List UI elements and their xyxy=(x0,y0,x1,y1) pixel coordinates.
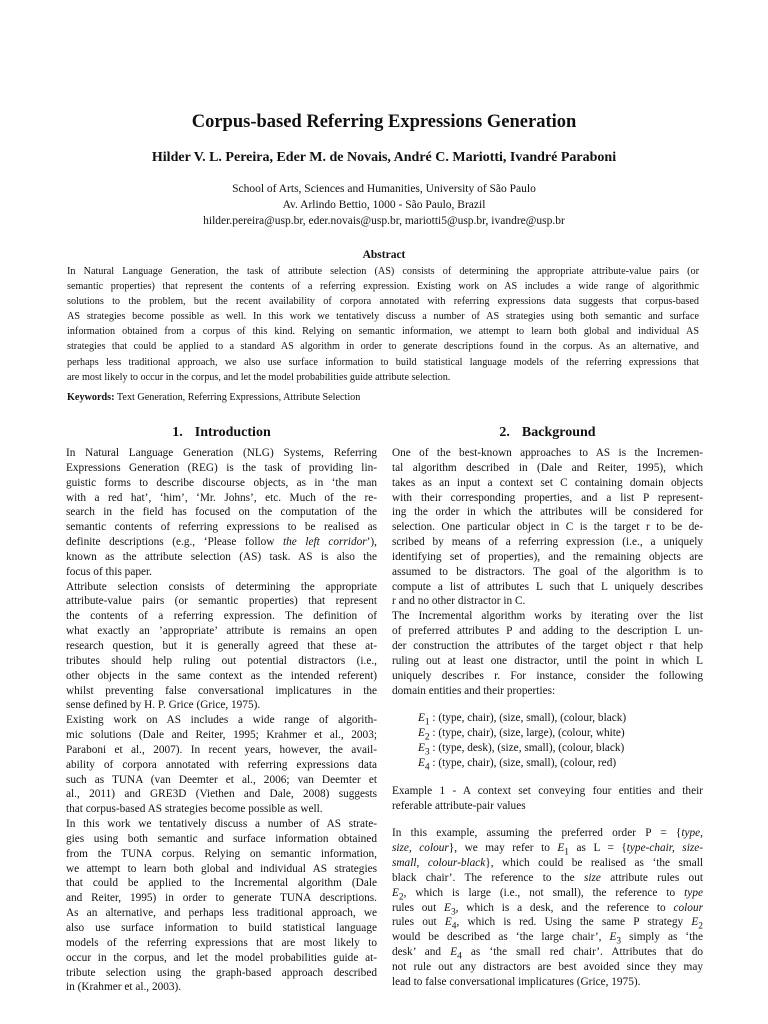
text-line: known as the attribute selection (AS) task. AS is also the xyxy=(66,550,377,563)
paper-title: Corpus-based Referring Expressions Generation xyxy=(191,112,577,132)
text-span: , which is a desk, and the reference to xyxy=(455,901,674,914)
text-line: search in the field has focused on the computation of the xyxy=(66,506,377,519)
entity-subscript: 1 xyxy=(564,847,569,857)
entity-subscript: 4 xyxy=(457,951,462,960)
text-line: uniquely describes r. For instance, consider the following xyxy=(392,669,703,682)
entity-symbol: E xyxy=(392,886,399,899)
text-line: sense defined by H. P. Grice (Grice, 1975). xyxy=(66,699,261,712)
entity-subscript: 4 xyxy=(424,762,430,771)
text-span: , xyxy=(416,857,428,870)
text-line xyxy=(392,841,703,856)
text-line: with a red hat’, ‘him’, ‘Mr. Johns’, etc. Much of the re- xyxy=(66,491,377,504)
entity-symbol: E xyxy=(444,916,452,929)
text-span: }, we may refer to xyxy=(448,842,558,855)
text-line: takes as an input a context set C containing domain objects xyxy=(392,476,703,489)
entity-symbol: E xyxy=(557,842,565,855)
text-line: Attribute selection consists of determining the appropriate xyxy=(66,580,377,593)
italic-span: colour-black xyxy=(427,857,486,870)
text-line: tribute selection using the graph-based approach described xyxy=(66,966,377,979)
entity-symbol: E xyxy=(418,712,425,725)
entity-subscript: 3 xyxy=(616,936,622,946)
spacer xyxy=(392,813,703,826)
keywords-line xyxy=(67,392,360,403)
text-span: as L = { xyxy=(569,842,627,855)
text-line: Existing work on AS includes a wide range of algorith- xyxy=(66,714,377,727)
affiliation-emails: hilder.pereira@usp.br, eder.novais@usp.br, mariotti5@usp.br, ivandre@usp.br xyxy=(203,215,565,227)
section-number: 2. xyxy=(499,425,510,440)
text-span: ’), xyxy=(366,536,377,549)
text-line: tal algorithm described in (Dale and Reiter, 1995), which xyxy=(392,461,703,474)
section-heading-background xyxy=(392,425,703,441)
text-line: lead to false conversational implicatures (Grice, 1975). xyxy=(392,975,641,988)
italic-span: size, colour xyxy=(392,842,449,855)
text-line: tributes should help ruling out potential distractors (i.e., xyxy=(66,654,377,667)
affiliation-address: Av. Arlindo Bettio, 1000 - São Paulo, Brazil xyxy=(282,199,486,211)
affiliation-institution: School of Arts, Sciences and Humanities, University of São Paulo xyxy=(232,183,536,195)
affiliation-block xyxy=(0,181,768,229)
italic-span: colour xyxy=(673,901,703,914)
text-span: }, which could be realised as ‘the small xyxy=(485,857,703,870)
text-line: Expressions Generation (REG) is the task of providing lin- xyxy=(66,461,377,474)
italic-span: type xyxy=(684,886,703,899)
text-line xyxy=(392,930,703,945)
entity-properties: : (type, chair), (size, large), (colour, white) xyxy=(429,727,625,740)
text-line: with their corresponding properties, and a list P represent- xyxy=(392,491,703,504)
text-line: identifying set of properties), and the remaining objects are xyxy=(392,550,703,563)
abstract-line: perhaps less traditional approach, we also use surface information to build statistical language models of the referring expressions that xyxy=(67,356,699,368)
text-line xyxy=(392,856,703,871)
text-line: In Natural Language Generation (NLG) Systems, Referring xyxy=(66,447,377,459)
text-line: the contents of a referring expression. The definition of xyxy=(66,610,377,623)
entity-subscript: 2 xyxy=(398,892,404,901)
abstract-line: AS strategies become possible as well. In this work we tentatively discuss a number of AS strategies using both semantic and surface xyxy=(67,311,699,323)
text-line: ing the order in which the attributes will be considered for xyxy=(392,506,703,519)
text-line: what exactly an ’appropriate’ attribute is remains an open xyxy=(66,625,377,638)
entity-symbol: E xyxy=(450,946,458,959)
abstract-line: strategies that could be applied to a standard AS algorithm in order to generate descriptions found in the corpus. As an alternative, and xyxy=(67,341,699,353)
entity-symbol: E xyxy=(418,727,425,740)
keywords-label: Keywords: xyxy=(67,392,115,403)
text-span: rules out xyxy=(392,901,445,914)
italic-span: type, xyxy=(681,827,703,840)
text-line: assumed to be distractors. The goal of the algorithm is to xyxy=(392,565,703,578)
text-line xyxy=(392,915,703,930)
section-number: 1. xyxy=(172,425,183,440)
text-span: definite descriptions (e.g., ‘Please follow xyxy=(66,536,283,549)
text-line: One of the best-known approaches to AS is the Incremen- xyxy=(392,447,703,459)
entity-line xyxy=(392,711,703,726)
text-line: models of the referring expressions that are most likely to xyxy=(66,936,377,949)
text-span: attribute rules out xyxy=(600,871,703,884)
abstract-body xyxy=(67,264,699,385)
text-line: such as TUNA (van Deemter et al., 2006; van Deemter et xyxy=(66,773,377,786)
text-span: In this example, assuming the preferred order P = { xyxy=(392,827,682,840)
text-line: domain entities and their properties: xyxy=(392,684,556,697)
entity-properties: : (type, chair), (size, small), (colour, black) xyxy=(429,712,627,725)
text-line: ability of corpora annotated with referring expressions data xyxy=(66,758,377,771)
entity-properties: : (type, desk), (size, small), (colour, black) xyxy=(429,742,625,755)
entity-symbol: E xyxy=(444,901,451,914)
text-line: As an alternative, and perhaps less traditional approach, we xyxy=(66,907,377,920)
text-line: other objects in the same context as the intended referent) xyxy=(66,669,377,682)
text-line: focus of this paper. xyxy=(66,565,152,578)
text-line: selection. One particular object in C is the target r to be de- xyxy=(392,521,703,534)
italic-span: size xyxy=(584,871,601,884)
text-span: , which is large (i.e., not small), the reference to xyxy=(403,886,685,899)
caption-line: referable attribute-pair values xyxy=(392,799,526,812)
text-line xyxy=(66,535,377,550)
text-line: der construction the attributes of the target object r that help xyxy=(392,639,703,652)
abstract-line: semantic properties) that represent the contents of a referring expression. Existing work on AS includes a wide range of algorithmic xyxy=(67,281,699,293)
abstract-heading: Abstract xyxy=(362,249,406,261)
italic-span: type-chair, size- xyxy=(626,842,703,855)
text-line: The Incremental algorithm works by iterating over the list xyxy=(392,610,703,623)
spacer xyxy=(392,771,703,784)
entity-subscript: 1 xyxy=(424,717,430,727)
entity-line xyxy=(392,726,703,741)
text-line: occur in the corpus, and let the model probabilities guide at- xyxy=(66,951,377,964)
text-line xyxy=(392,826,703,841)
text-line: gies using both semantic and surface information obtained xyxy=(66,832,377,845)
text-line: that could be applied to the Incremental algorithm (Dale xyxy=(66,877,377,890)
text-span: would be described as ‘the large chair’, xyxy=(392,931,610,944)
entity-subscript: 2 xyxy=(424,732,430,742)
text-line: from the TUNA corpus. Relying on semantic information, xyxy=(66,847,377,860)
abstract-line: are most likely to occur in the corpus, and let the model probabilities guide attribute selection. xyxy=(67,371,451,383)
entity-symbol: E xyxy=(418,756,425,769)
entity-symbol: E xyxy=(609,931,617,944)
text-line: not rule out any distractors are best avoided since they may xyxy=(392,961,703,973)
text-line xyxy=(392,901,703,916)
text-line: and Reiter, 1995) in order to generate TUNA descriptions. xyxy=(66,892,377,905)
text-line: Paraboni et al., 2007). In recent years, however, the avail- xyxy=(66,743,377,756)
entity-subscript: 4 xyxy=(451,921,457,931)
section-title: Background xyxy=(521,425,596,440)
text-span: desk’ and xyxy=(392,946,451,959)
italic-span: small xyxy=(392,857,417,870)
entity-subscript: 3 xyxy=(424,747,430,756)
text-line: mic solutions (Dale and Reiter, 1995; Krahmer et al., 2003; xyxy=(66,729,377,742)
text-line: also use surface information to build statistical language xyxy=(66,922,377,934)
introduction-body xyxy=(66,446,377,995)
text-line: semantic contents of referring expressions to be realised as xyxy=(66,521,377,534)
text-span: rules out xyxy=(392,916,445,929)
text-line xyxy=(392,945,703,960)
text-line: research question, but it is generally agreed that these at- xyxy=(66,639,377,652)
text-line xyxy=(392,871,703,886)
text-line: In this work we tentatively discuss a number of AS strate- xyxy=(66,818,377,831)
text-line xyxy=(392,886,703,901)
entity-line xyxy=(392,756,703,771)
entity-subscript: 2 xyxy=(698,921,703,931)
text-line: attribute-value pairs (or semantic properties) that represent xyxy=(66,595,377,608)
entity-properties: : (type, chair), (size, small), (colour, red) xyxy=(429,756,617,769)
entity-subscript: 3 xyxy=(450,906,456,916)
text-span: as ‘the small red chair’. Attributes that do xyxy=(461,946,703,959)
spacer xyxy=(392,698,703,711)
text-line: in (Krahmer et al., 2003). xyxy=(66,981,182,994)
author-list: Hilder V. L. Pereira, Eder M. de Novais, André C. Mariotti, Ivandré Paraboni xyxy=(151,150,617,165)
text-span: black chair’. The reference to the xyxy=(392,871,584,884)
keywords-text: Text Generation, Referring Expressions, Attribute Selection xyxy=(116,392,361,403)
text-span: simply as ‘the xyxy=(621,931,703,944)
text-line: ruling out at least one distractor, until the point in which L xyxy=(392,654,703,667)
italic-phrase: the left corridor xyxy=(282,536,367,549)
text-line: that corpus-based AS strategies become possible as well. xyxy=(66,803,323,816)
abstract-line: In Natural Language Generation, the task of attribute selection (AS) consists of determining the appropriate attribute-value pairs (or xyxy=(67,266,699,277)
entity-symbol: E xyxy=(418,742,425,755)
abstract-line: solutions to the problem, but the recent availability of corpora annotated with referring expressions data suggests that corpus-based xyxy=(67,296,699,308)
text-line: compute a list of attributes L such that L uniquely describes xyxy=(392,580,703,593)
text-line: al., 2011) and GRE3D (Viethen and Dale, 2008) suggests xyxy=(66,788,377,801)
text-line: we attempt to learn both global and individual AS strategies xyxy=(66,862,377,875)
background-body xyxy=(392,446,703,990)
entity-symbol: E xyxy=(691,916,699,929)
abstract-line: information obtained from a corpus of this kind. Relying on semantic information, we attempt to learn both global and individual AS xyxy=(67,326,699,338)
text-line: r and no other distractor in C. xyxy=(392,595,526,608)
text-line: whilst preventing false conversational implicatures in the xyxy=(66,684,377,697)
text-span: , which is red. Using the same P strategy xyxy=(456,916,692,929)
entity-line xyxy=(392,741,703,756)
caption-line: Example 1 - A context set conveying four entities and their xyxy=(392,784,703,797)
text-line: guistic forms to describe discourse objects, as in ‘the man xyxy=(66,476,377,489)
section-heading-introduction xyxy=(66,425,377,441)
text-line: of preferred attributes P and adding to the description L un- xyxy=(392,625,703,638)
section-title: Introduction xyxy=(194,425,271,440)
text-line: scribed by means of a referring expression (i.e., a uniquely xyxy=(392,536,703,549)
